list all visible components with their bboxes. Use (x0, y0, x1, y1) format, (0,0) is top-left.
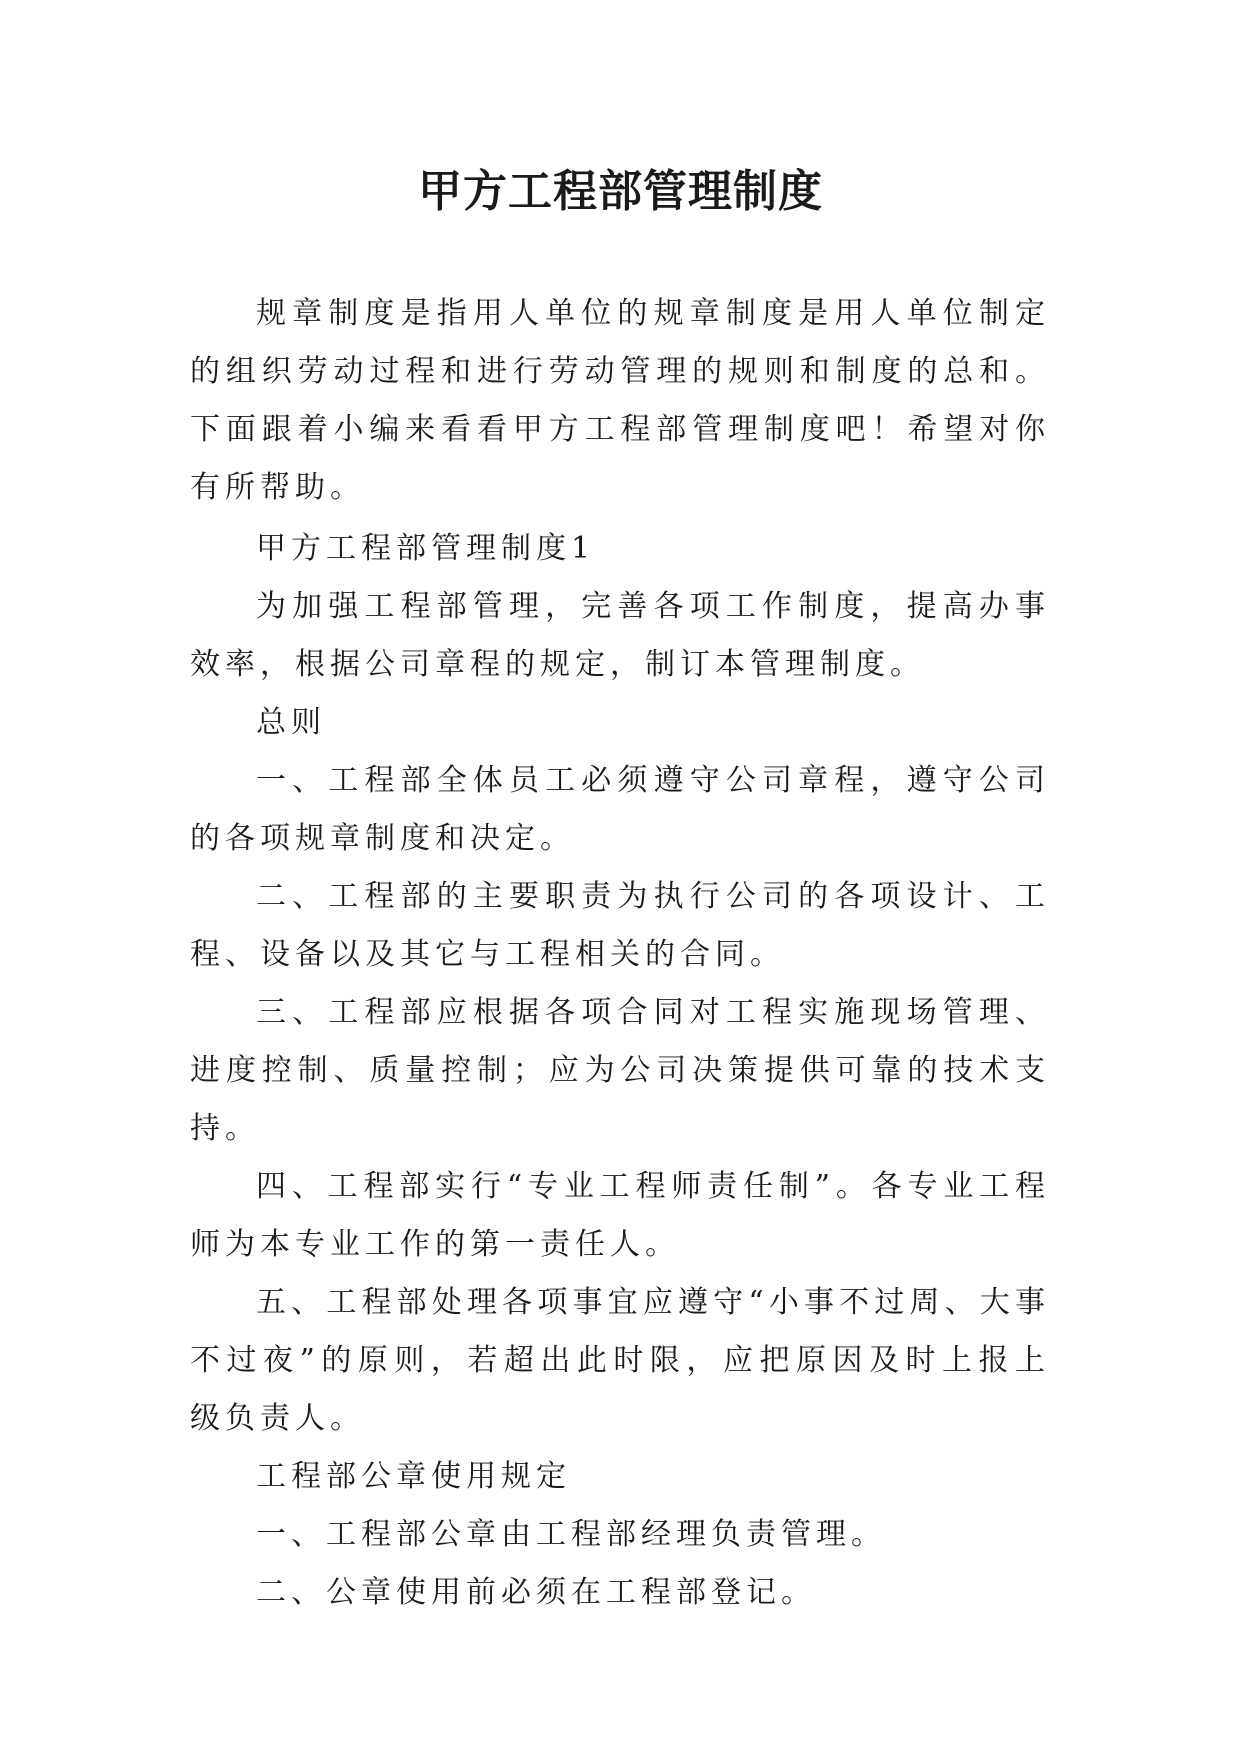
paragraph: 五、工程部处理各项事宜应遵守“小事不过周、大事不过夜”的原则，若超出此时限，应把原因及时上报上级负责人。 (190, 1285, 1050, 1436)
intro-paragraph: 规章制度是指用人单位的规章制度是用人单位制定的组织劳动过程和进行劳动管理的规则和制度的总和。下面跟着小编来看看甲方工程部管理制度吧！希望对你有所帮助。 (190, 296, 1050, 505)
section-heading: 工程部公章使用规定 (256, 1459, 571, 1494)
main-section (190, 520, 1050, 1622)
paragraph: 二、公章使用前必须在工程部登记。 (256, 1575, 816, 1610)
intro-section (190, 285, 1050, 517)
document-title: 甲方工程部管理制度 (418, 166, 823, 217)
section-heading: 甲方工程部管理制度1 (256, 531, 596, 566)
paragraph: 一、工程部公章由工程部经理负责管理。 (256, 1517, 886, 1552)
paragraph: 二、工程部的主要职责为执行公司的各项设计、工程、设备以及其它与工程相关的合同。 (190, 879, 1050, 972)
paragraph: 为加强工程部管理，完善各项工作制度，提高办事效率，根据公司章程的规定，制订本管理制度。 (190, 589, 1050, 682)
paragraph: 一、工程部全体员工必须遵守公司章程，遵守公司的各项规章制度和决定。 (190, 763, 1050, 856)
paragraph: 三、工程部应根据各项合同对工程实施现场管理、进度控制、质量控制；应为公司决策提供可靠的技术支持。 (190, 995, 1050, 1146)
section-heading: 总则 (256, 705, 326, 740)
paragraph: 四、工程部实行“专业工程师责任制”。各专业工程师为本专业工作的第一责任人。 (190, 1169, 1050, 1262)
